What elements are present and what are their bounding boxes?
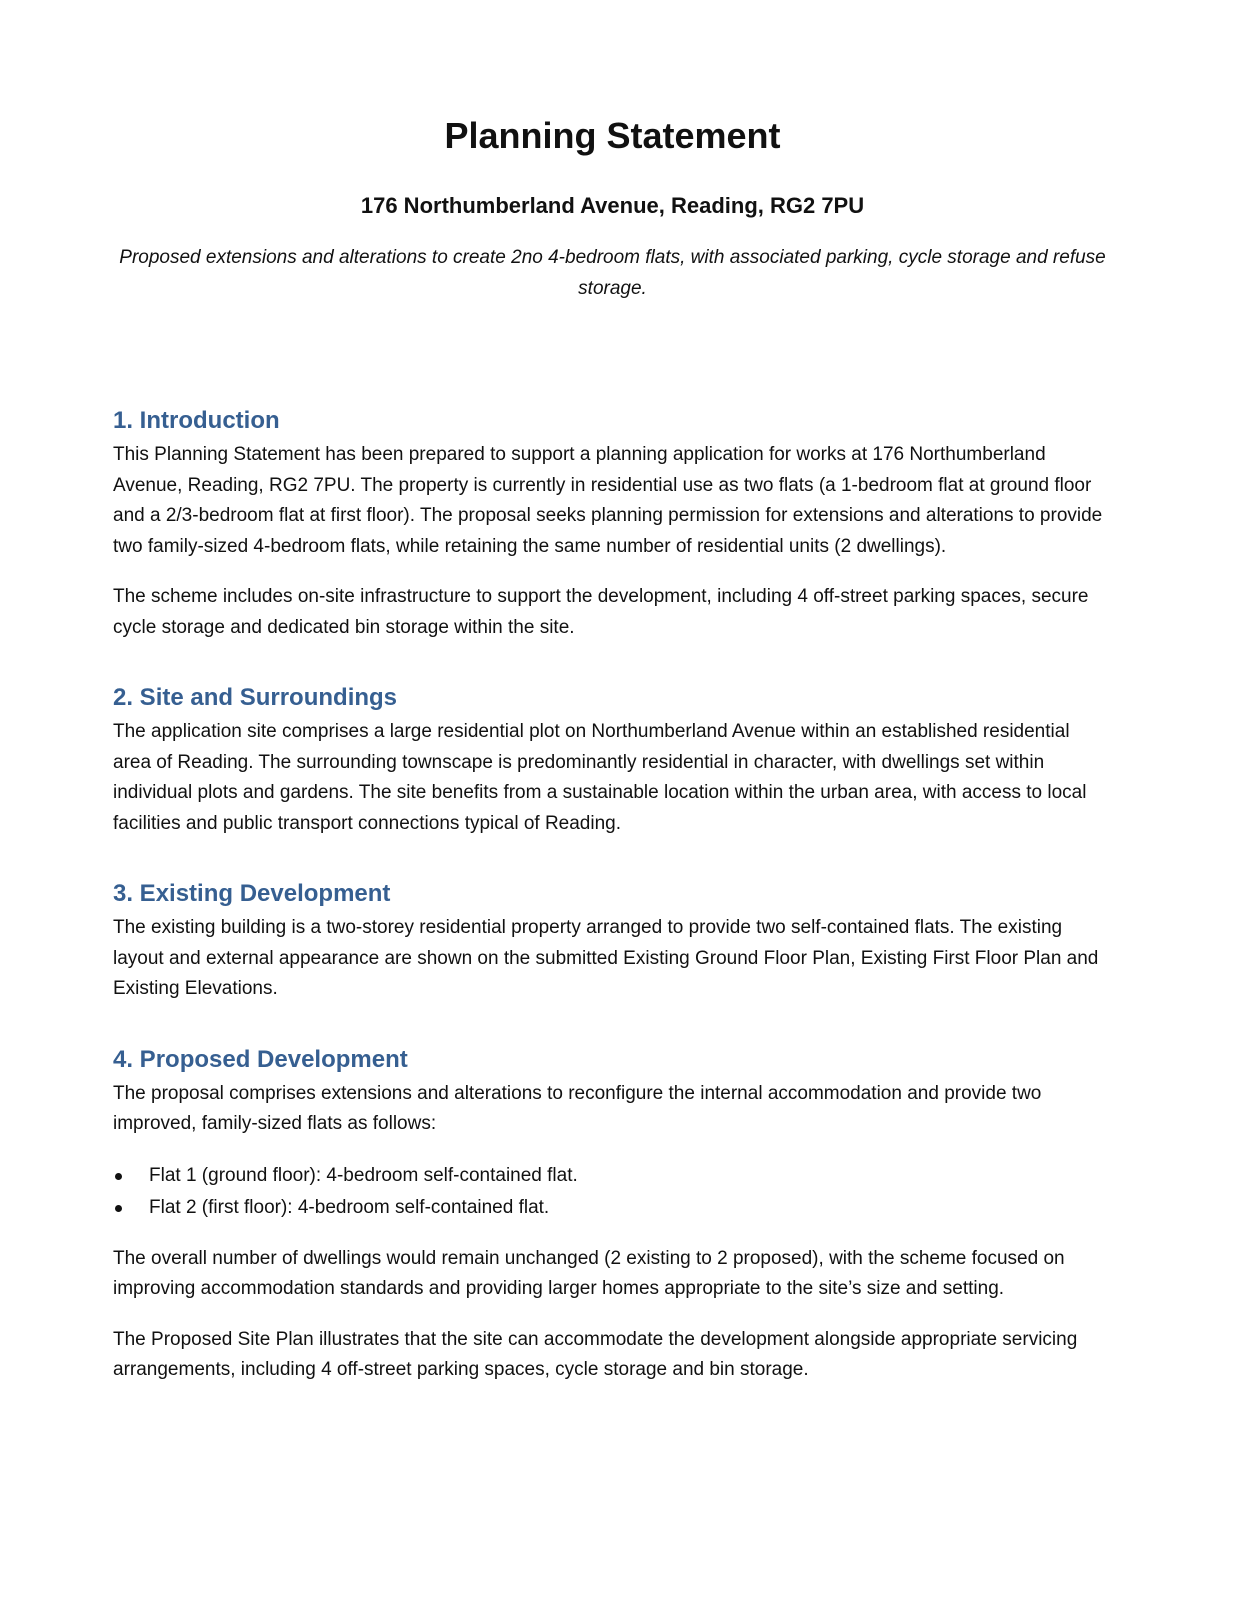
list-item-text: Flat 2 (first floor): 4-bedroom self-contained flat. — [149, 1196, 550, 1218]
bullet-icon — [115, 1173, 122, 1180]
document-description: Proposed extensions and alterations to create 2no 4-bedroom flats, with associated parking, cycle storage and refuse storage. — [119, 247, 1106, 299]
paragraph: The overall number of dwellings would remain unchanged (2 existing to 2 proposed), with the scheme focused on improving accommodation standards and providing larger homes appropriate to the site’s size and setting. — [113, 1247, 1065, 1299]
paragraph: The existing building is a two-storey residential property arranged to provide two self-contained flats. The existing layout and external appearance are shown on the submitted Existing Ground Floor Plan, Existing First Floor Plan and Existing Elevations. — [113, 917, 1099, 999]
section-proposed-development — [113, 1043, 1112, 1386]
paragraph: The application site comprises a large residential plot on Northumberland Avenue within an established residential area of Reading. The surrounding townscape is predominantly residential in character, with dwellings set within individual plots and gardens. The site benefits from a sustainable location within the urban area, with access to local facilities and public transport connections typical of Reading. — [113, 721, 1087, 834]
section-site-and-surroundings — [113, 681, 1112, 839]
section-existing-development — [113, 877, 1112, 1005]
document-subtitle: 176 Northumberland Avenue, Reading, RG2 7PU — [360, 193, 865, 218]
paragraph: The Proposed Site Plan illustrates that the site can accommodate the development alongside appropriate servicing arrangements, including 4 off-street parking spaces, cycle storage and bin storage. — [113, 1328, 1078, 1380]
section-introduction — [113, 404, 1112, 643]
section-heading: 2. Site and Surroundings — [113, 684, 398, 711]
bullet-list — [113, 1160, 1112, 1224]
paragraph: The scheme includes on-site infrastructure to support the development, including 4 off-street parking spaces, secure cycle storage and dedicated bin storage within the site. — [113, 586, 1089, 638]
document-title: Planning Statement — [444, 115, 781, 156]
section-heading: 1. Introduction — [113, 407, 280, 434]
list-item-text: Flat 1 (ground floor): 4-bedroom self-contained flat. — [149, 1164, 578, 1186]
section-heading: 4. Proposed Development — [113, 1045, 408, 1073]
list-item — [113, 1192, 1112, 1224]
section-heading: 3. Existing Development — [113, 880, 391, 907]
bullet-icon — [115, 1205, 122, 1212]
paragraph: This Planning Statement has been prepared to support a planning application for works at 176 Northumberland Avenue, Reading, RG2 7PU. The property is currently in residential use as two flats (a 1-bedroom flat at ground floor and a 2/3-bedroom flat at first floor). The proposal seeks planning permission for extensions and alterations to provide two family-sized 4-bedroom flats, while retaining the same number of residential units (2 dwellings). — [113, 444, 1103, 557]
list-item — [113, 1160, 1112, 1192]
paragraph: The proposal comprises extensions and alterations to reconfigure the internal accommodation and provide two improved, family-sized flats as follows: — [113, 1082, 1042, 1134]
